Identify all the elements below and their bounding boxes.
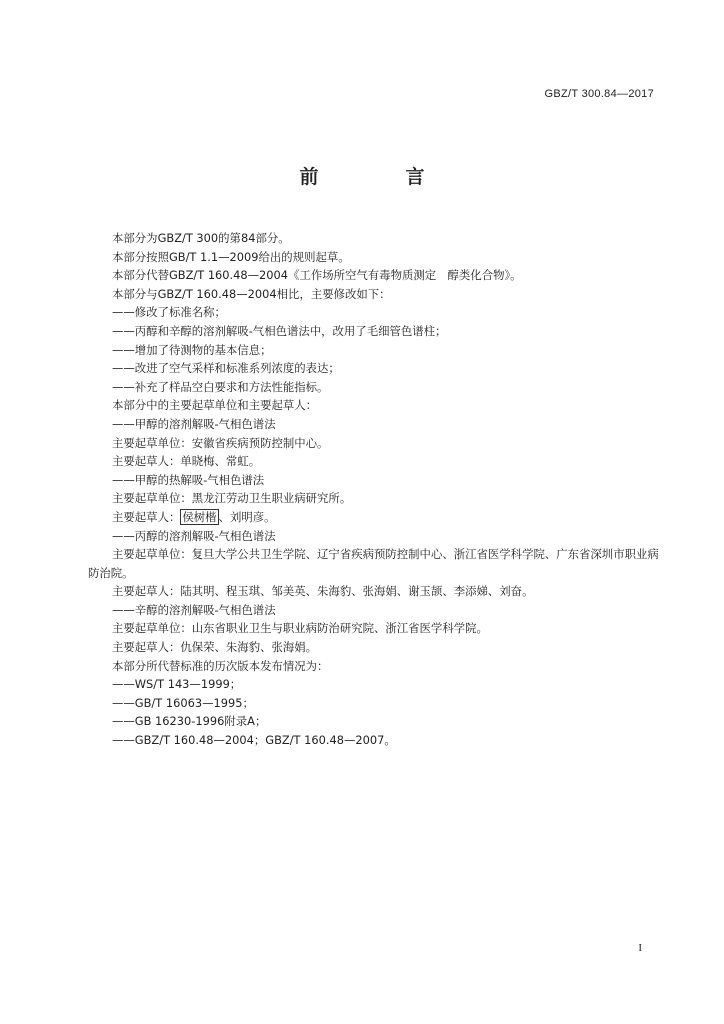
document-body bbox=[88, 229, 660, 750]
text-line: 本部分与GBZ/T 160.48—2004相比，主要修改如下： bbox=[112, 286, 391, 301]
text-line: 本部分中的主要起草单位和主要起草人： bbox=[112, 398, 318, 413]
wrapped-text-line: 主要起草单位：复旦大学公共卫生学院、辽宁省疾病预防控制中心、浙江省医学科学院、广东省深圳市职业病防治院。 bbox=[88, 547, 659, 580]
text-line: ——甲醇的热解吸-气相色谱法 bbox=[112, 472, 265, 487]
text-line: ——增加了待测物的基本信息； bbox=[112, 342, 272, 357]
drafter-prefix: 主要起草人： bbox=[112, 509, 181, 524]
text-line: ——甲醇的溶剂解吸-气相色谱法 bbox=[112, 416, 276, 431]
text-line: ——GB 16230-1996附录A； bbox=[112, 714, 267, 729]
text-line: 主要起草单位：安徽省疾病预防控制中心。 bbox=[112, 435, 329, 450]
text-line: ——辛醇的溶剂解吸-气相色谱法 bbox=[112, 602, 276, 617]
text-line: ——丙醇的溶剂解吸-气相色谱法 bbox=[112, 528, 276, 543]
text-line: ——丙醇和辛醇的溶剂解吸-气相色谱法中，改用了毛细管色谱柱； bbox=[112, 323, 447, 338]
standard-code: GBZ/T 300.84—2017 bbox=[544, 88, 654, 100]
boxed-drafter-name: 侯树楷 bbox=[182, 509, 217, 524]
drafter-suffix: 、刘明彦。 bbox=[218, 509, 276, 524]
page-number: I bbox=[638, 942, 642, 954]
page-title: 前 言 bbox=[299, 166, 459, 188]
text-line: ——GBZ/T 160.48—2004；GBZ/T 160.48—2007。 bbox=[112, 733, 396, 748]
text-line: 主要起草人：仇保荣、朱海豹、张海娟。 bbox=[112, 640, 318, 655]
text-line: 主要起草单位：山东省职业卫生与职业病防治研究院、浙江省医学科学院。 bbox=[112, 621, 488, 636]
text-line: 主要起草单位：黑龙江劳动卫生职业病研究所。 bbox=[112, 491, 352, 506]
drafter-line bbox=[88, 508, 660, 527]
text-line: 本部分为GBZ/T 300的第84部分。 bbox=[112, 231, 290, 245]
text-line: ——改进了空气采样和标准系列浓度的表达； bbox=[112, 361, 340, 376]
text-line: ——GB/T 16063—1995； bbox=[112, 695, 254, 710]
text-line: 本部分所代替标准的历次版本发布情况为： bbox=[112, 658, 329, 673]
text-line: 主要起草人：陆其明、程玉琪、邹美英、朱海豹、张海娟、谢玉颉、李添娣、刘奋。 bbox=[112, 584, 534, 599]
text-line: 主要起草人：单晓梅、常虹。 bbox=[112, 454, 261, 469]
text-line: ——WS/T 143—1999； bbox=[112, 677, 242, 692]
text-line: ——修改了标准名称； bbox=[112, 305, 226, 320]
text-line: 本部分按照GB/T 1.1—2009给出的规则起草。 bbox=[112, 249, 350, 264]
text-line: ——补充了样品空白要求和方法性能指标。 bbox=[112, 379, 329, 394]
text-line: 本部分代替GBZ/T 160.48—2004《工作场所空气有毒物质测定 醇类化合物》。 bbox=[112, 268, 522, 283]
